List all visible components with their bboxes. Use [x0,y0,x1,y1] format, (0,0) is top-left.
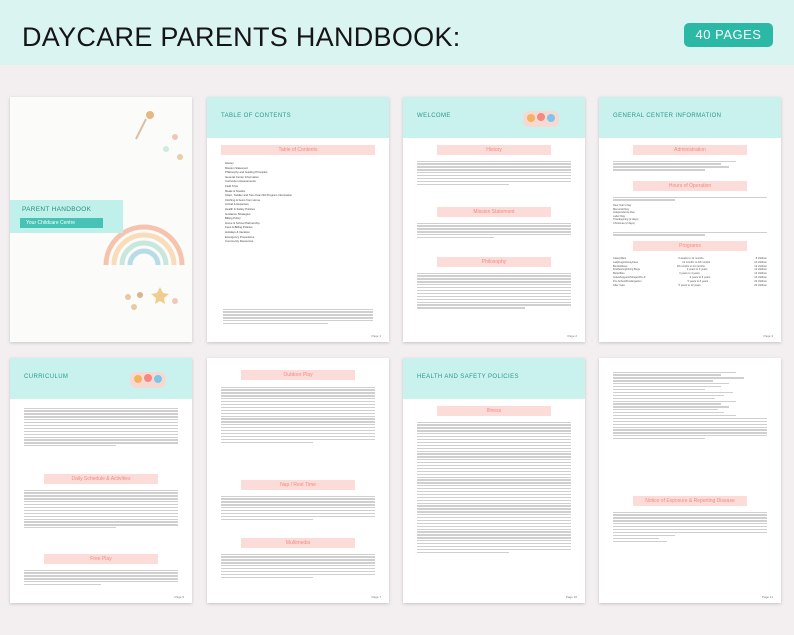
cover-title-box [10,200,123,233]
toc-item: Health & Safety Policies [225,206,255,211]
program-ratio: 12 children [754,264,767,268]
page-number: Page 10 [565,595,577,599]
toc-item: History [225,161,234,165]
toc-item: Infant, Toddler and Two-Year-Old Program Information [225,193,293,198]
body-text-lines [221,552,375,580]
preview-stage [0,65,794,635]
body-text-lines [221,385,375,444]
toc-item: Billing Policy [225,216,241,221]
program-age: 18 months to 24 months [676,264,705,268]
program-name: After Care [613,283,625,287]
program-row [613,284,767,288]
program-name: Caterpillars [613,257,627,260]
holiday-item: Thanksgiving (2 days) [613,218,639,222]
body-text-lines [417,420,571,555]
section-band: Table of Contents [221,145,375,155]
centre-logo [521,107,561,131]
body-text-lines [613,510,767,543]
cover-subtitle-bar [20,218,103,228]
section-band: Nap / Rest Time [241,480,355,490]
body-text-lines [24,406,178,448]
toc-item: Fees & Billing Policies [225,225,253,230]
page-number: Page 11 [762,595,773,599]
body-text-lines [24,488,178,530]
program-age: 6 weeks to 12 months [678,257,704,260]
cover-subtitle: Your Childcare Centre [26,220,76,226]
body-text-lines [221,494,375,522]
toc-item: Home & School Partnership [225,220,260,225]
program-ratio: 8 children [755,257,767,260]
toc-item: General Center Information [225,174,259,179]
holiday-item: New Year's Day [613,204,632,207]
page-header [599,97,781,138]
toc-item: Curriculum Assessments [225,179,256,184]
programs-table [613,257,767,287]
toc-list [225,161,365,244]
page-title: TABLE OF CONTENTS [221,113,292,119]
section-band: Free Play [44,554,158,564]
toc-item: Meals & Snacks [225,188,246,193]
toc-item: Clothing & Items from Home [225,197,261,202]
section-band: History [437,145,551,155]
cover-title: PARENT HANDBOOK [22,206,92,213]
holiday-list [613,204,713,226]
page-number: Page 1 [371,334,381,338]
section-band: Mission Statement [437,207,551,217]
holiday-item: Memorial Day [613,207,629,211]
body-text-lines [613,230,767,237]
page-number: Page 3 [763,334,773,338]
program-name: Fireflies/Lightning Bugs [613,268,640,272]
program-ratio: 14 children [754,272,767,276]
page-header [207,97,389,138]
toc-item: Holidays & Vacation [225,229,250,234]
section-band: Daily Schedule & Activities [44,474,158,484]
toc-item: Field Trips [225,183,238,188]
page-title: GENERAL CENTER INFORMATION [613,113,722,119]
program-name: Ladybugs/Honeybees [613,260,639,264]
notice-page [599,358,781,603]
body-text-lines [417,159,571,187]
program-age: 12 months to 18 months [682,260,711,264]
body-text-lines [613,159,767,172]
page-count-badge: 40 PAGES [684,23,773,47]
program-name: Butterflies [613,272,625,276]
program-ratio: 10 children [754,260,767,264]
program-name: Bumblebees [613,264,628,268]
program-age: 5 years to 12 years [678,283,701,287]
section-band: Notice of Exposure & Reporting Disease [633,496,747,506]
body-text-lines [24,568,178,587]
section-band: Administration [633,145,747,155]
body-text-lines [223,307,373,326]
page-header [10,358,192,399]
section-band: Illness [437,406,551,416]
general-info-page [599,97,781,342]
health-safety-page [403,358,585,603]
page-title: HEALTH AND SAFETY POLICIES [417,374,519,380]
program-age: 3 years to 4 years [679,272,700,276]
section-band: Philosophy [437,257,551,267]
toc-item: Emergency Procedures [225,234,255,239]
holiday-item: Christmas (2 days) [613,221,635,225]
centre-logo [128,368,168,392]
welcome-page [403,97,585,342]
section-band: Multimedia [241,538,355,548]
section-band: Programs [633,241,747,251]
program-name: Pre-School/Kindergarten [613,279,642,283]
outdoor-play-page [207,358,389,603]
program-age: 2 years to 3 years [686,268,708,272]
page-number: Page 2 [567,334,577,338]
program-ratio: 16 children [754,275,767,279]
holiday-item: Labor Day [613,214,625,218]
toc-item: Community Resources [225,239,254,244]
curriculum-page [10,358,192,603]
program-ratio: 12 children [754,268,767,272]
page-title: WELCOME [417,113,451,119]
page-title: CURRICULUM [24,374,69,380]
program-ratio: 20 children [754,279,767,283]
section-band: Outdoor Play [241,370,355,380]
toc-item: Philosophy and Guiding Principles [225,170,268,175]
program-ratio: 20 children [754,283,767,287]
toc-item: Arrival & Departure [225,202,249,207]
page-header [403,97,585,138]
section-band: Hours of Operation [633,181,747,191]
body-text-lines [613,195,767,202]
toc-page [207,97,389,342]
body-text-lines [417,271,571,310]
program-name: Grasshoppers/Stinger/Pre-K [613,275,646,279]
cover-page [10,97,192,342]
handbook-title: DAYCARE PARENTS HANDBOOK: [22,22,461,52]
program-age: 5 years to 6 years [687,279,709,283]
page-header [403,358,585,399]
holiday-item: Independence Day [613,211,635,215]
toc-item: Mission Statement [225,165,249,170]
body-text-lines [613,370,767,441]
toc-item: Guidance Strategies [225,211,251,216]
page-number: Page 5 [174,595,184,599]
program-age: 4 years to 5 years [689,275,711,279]
page-number: Page 7 [371,595,381,599]
body-text-lines [417,221,571,240]
